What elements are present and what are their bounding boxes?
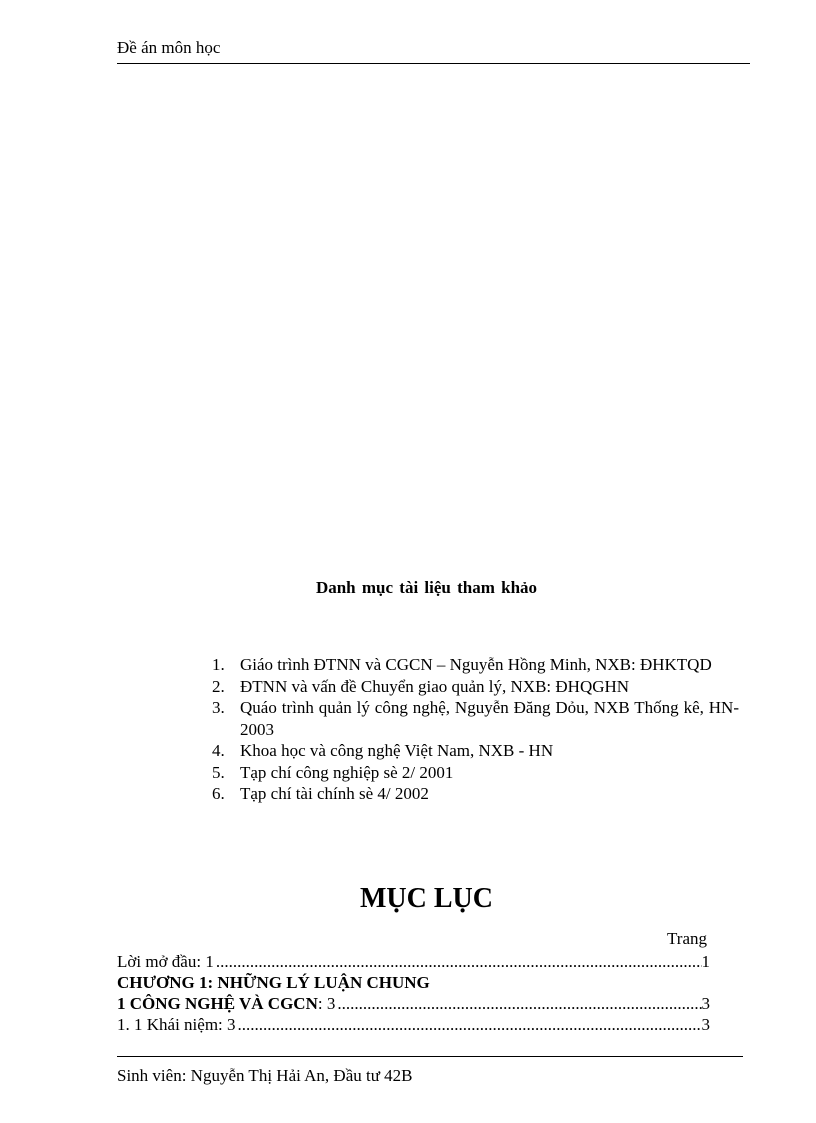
reference-item (212, 740, 739, 762)
toc-title: MỤC LỤC (360, 883, 493, 914)
dot-leader (335, 993, 701, 1014)
reference-number: 5. (212, 762, 225, 782)
reference-number: 2. (212, 676, 225, 696)
toc-entry-suffix: : 3 (317, 994, 336, 1013)
reference-text: Quáo trình quản lý công nghệ, Nguyễn Đăng Dỏu, NXB Thống kê, HN- 2003 (240, 698, 739, 739)
reference-item (212, 762, 739, 784)
references-title: Danh mục tài liệu tham khảo (315, 578, 538, 597)
toc-entry[interactable] (117, 1014, 710, 1035)
toc-entry[interactable] (117, 993, 710, 1014)
toc-entry-text: CHƯƠNG 1: NHỮNG LÝ LUẬN CHUNG (117, 973, 430, 992)
reference-item (212, 676, 739, 698)
reference-number: 4. (212, 741, 225, 760)
reference-item (212, 654, 739, 676)
page-header: Đề án môn học (117, 38, 750, 64)
toc-chapter-heading[interactable] (117, 972, 710, 993)
reference-text: Giáo trình ĐTNN và CGCN – Nguyễn Hồng Minh, NXB: ĐHKTQD (240, 655, 712, 674)
page-footer: Sinh viên: Nguyễn Thị Hải An, Đầu tư 42B (117, 1066, 413, 1085)
reference-item (212, 783, 739, 805)
toc-page-number: 1 (701, 952, 710, 971)
toc-entry-text: Lời mở đầu: 1 (117, 952, 214, 971)
toc-entry-text: 1 CÔNG NGHỆ VÀ CGCN (117, 994, 318, 1013)
reference-text: Tạp chí công nghiệp sè 2/ 2001 (240, 762, 454, 782)
reference-text: Tạp chí tài chính sè 4/ 2002 (240, 784, 429, 803)
table-of-contents (117, 951, 710, 1035)
toc-page-number: 3 (701, 1015, 710, 1034)
toc-page-label: Trang (667, 929, 707, 948)
toc-entry[interactable] (117, 951, 710, 972)
reference-number: 6. (212, 784, 225, 803)
reference-item (212, 697, 739, 740)
footer-divider (117, 1056, 743, 1057)
reference-number: 3. (212, 698, 225, 717)
dot-leader (236, 1014, 702, 1035)
reference-text: Khoa học và công nghệ Việt Nam, NXB - HN (240, 741, 554, 760)
dot-leader (214, 951, 702, 972)
toc-entry-text: 1. 1 Khái niệm: 3 (117, 1015, 236, 1034)
references-list (212, 654, 739, 805)
reference-text: ĐTNN và vấn đề Chuyển giao quản lý, NXB: ĐHQGHN (240, 676, 630, 696)
reference-number: 1. (212, 655, 225, 674)
toc-page-number: 3 (701, 994, 710, 1013)
